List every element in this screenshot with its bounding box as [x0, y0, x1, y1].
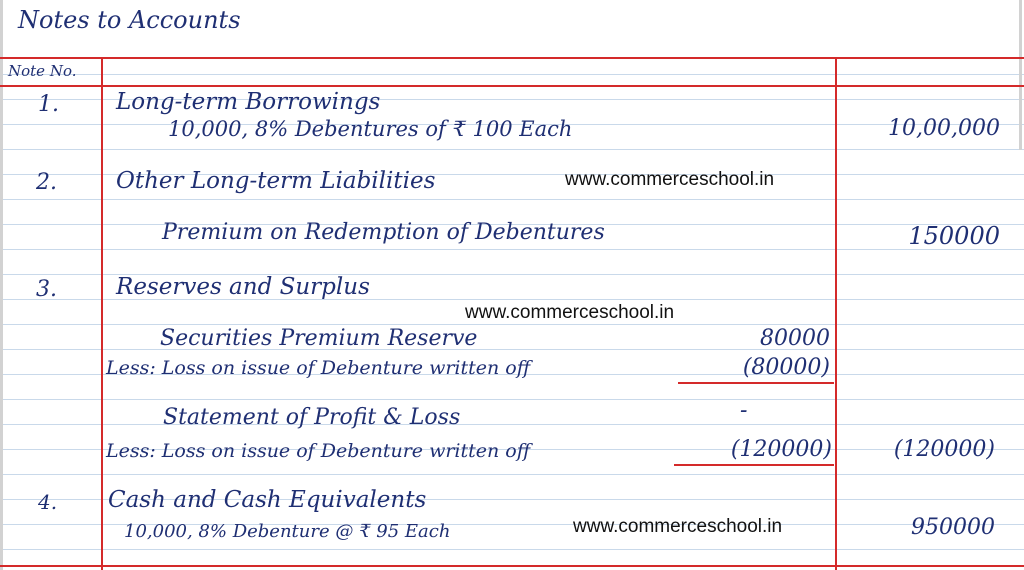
- watermark-1: www.commerceschool.in: [565, 169, 775, 190]
- subtotal-rule-1: [678, 382, 834, 384]
- note-2-heading: Other Long-term Liabilities: [116, 168, 436, 194]
- securities-premium-label: Securities Premium Reserve: [160, 326, 478, 351]
- less-loss-label-1: Less: Loss on issue of Debenture written off: [106, 357, 531, 379]
- less-loss-amount-2: (120000): [730, 437, 832, 462]
- note-no-header: Note No.: [8, 62, 77, 80]
- note-1-number: 1.: [38, 92, 59, 117]
- subtotal-rule-2: [674, 464, 834, 466]
- note-4-number: 4.: [38, 490, 58, 514]
- note-4-heading: Cash and Cash Equivalents: [108, 487, 427, 513]
- note-1-line: 10,000, 8% Debentures of ₹ 100 Each: [168, 117, 573, 141]
- watermark-2: www.commerceschool.in: [465, 302, 675, 323]
- note-2-amount: 150000: [908, 222, 1000, 250]
- bottom-rule: [0, 565, 1024, 567]
- profit-loss-label: Statement of Profit & Loss: [163, 405, 461, 430]
- note-1-amount: 10,00,000: [888, 116, 1000, 141]
- note-4-amount: 950000: [911, 515, 995, 540]
- profit-loss-amount: -: [740, 398, 748, 423]
- note-2-number: 2.: [36, 170, 57, 195]
- less-loss-amount-1: (80000): [742, 355, 830, 380]
- note-1-heading: Long-term Borrowings: [116, 89, 381, 115]
- watermark-3: www.commerceschool.in: [573, 516, 783, 537]
- amount-column-rule: [835, 57, 837, 570]
- note-4-line: 10,000, 8% Debenture @ ₹ 95 Each: [124, 521, 451, 542]
- note-column-rule: [101, 57, 103, 570]
- securities-premium-amount: 80000: [760, 326, 830, 351]
- less-loss-label-2: Less: Loss on issue of Debenture written off: [106, 440, 531, 462]
- header-top-rule: [0, 57, 1024, 59]
- note-3-total: (120000): [893, 437, 995, 462]
- note-3-number: 3.: [36, 277, 57, 302]
- right-frame-line: [1019, 0, 1022, 150]
- note-3-heading: Reserves and Surplus: [116, 274, 370, 300]
- note-2-line: Premium on Redemption of Debentures: [162, 220, 605, 245]
- header-bottom-rule: [0, 85, 1024, 87]
- page-title: Notes to Accounts: [18, 6, 241, 34]
